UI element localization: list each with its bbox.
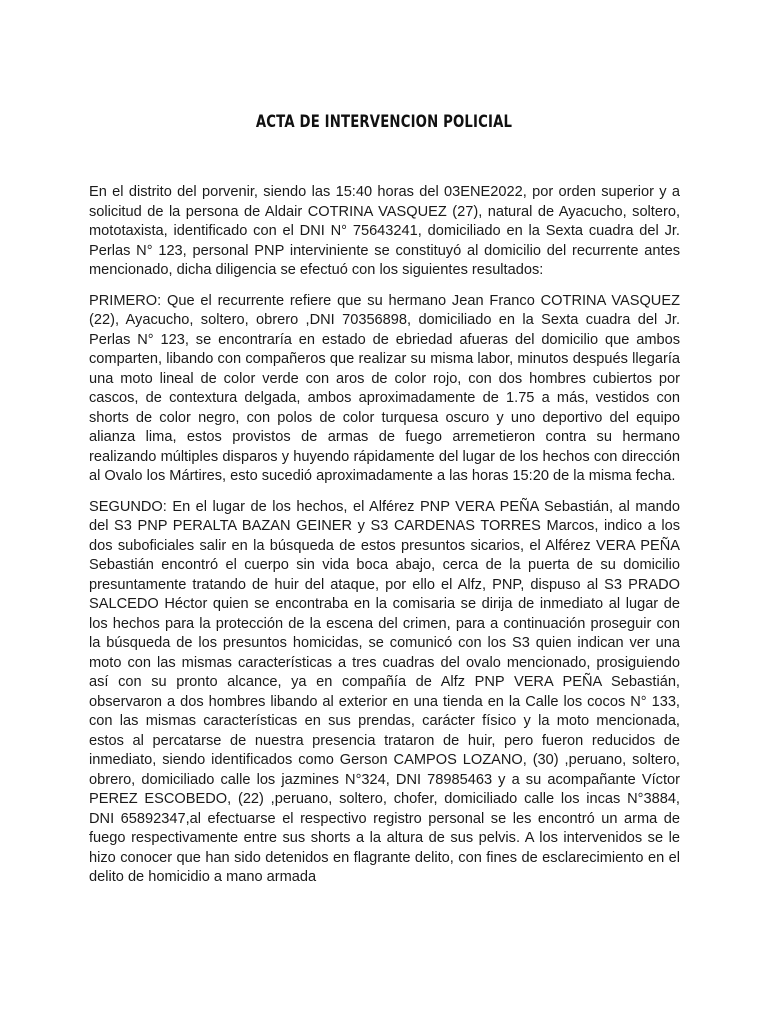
paragraph-intro: En el distrito del porvenir, siendo las 15:40 horas del 03ENE2022, por orden superior y a solicitud de la persona de Aldair COTRINA VASQUEZ (27), natural de Ayacucho, soltero, mototaxista, identificado con el DNI N° 75643241, domiciliado en la Sexta cuadra del Jr. Perlas N° 123, personal PNP interviniente se constituyó al domicilio del recurrente antes mencionado, dicha diligencia se efectuó con los siguientes resultados: (89, 184, 680, 278)
document-body (89, 183, 680, 899)
paragraph-segundo: SEGUNDO: En el lugar de los hechos, el Alférez PNP VERA PEÑA Sebastián, al mando del S3 PNP PERALTA BAZAN GEINER y S3 CARDENAS TORRES Marcos, indico a los dos suboficiales salir en la búsqueda de estos presuntos sicarios, el Alférez VERA PEÑA Sebastián encontró el cuerpo sin vida boca abajo, cerca de la puerta de su domicilio presuntamente tratando de huir del ataque, por ello el Alfz, PNP, dispuso al S3 PRADO SALCEDO Héctor quien se encontraba en la comisaria se dirija de inmediato al lugar de los hechos para la protección de la escena del crimen, para a continuación proseguir con la búsqueda de los presuntos homicidas, se comunicó con los S3 quien indican ver una moto con las mismas características a tres cuadras del ovalo mencionado, prosiguiendo así con su pronto alcance, ya en compañía de Alfz PNP VERA PEÑA Sebastián, observaron a dos hombres libando al exterior en una tienda en la Calle los cocos N° 133, con las mismas características en sus prendas, carácter físico y la moto mencionada, estos al percatarse de nuestra presencia trataron de huir, pero fueron reducidos de inmediato, siendo identificados como Gerson CAMPOS LOZANO, (30) ,peruano, soltero, obrero, domiciliado calle los jazmines N°324, DNI 78985463 y a su acompañante Víctor PEREZ ESCOBEDO, (22) ,peruano, soltero, chofer, domiciliado calle los incas N°3884, DNI 65892347,al efectuarse el respectivo registro personal se les encontró un arma de fuego respectivamente entre sus shorts a la altura de sus pelvis. A los intervenidos se le hizo conocer que han sido detenidos en flagrante delito, con fines de esclarecimiento en el delito de homicidio a mano armada (89, 498, 680, 885)
paragraph-primero: PRIMERO: Que el recurrente refiere que su hermano Jean Franco COTRINA VASQUEZ (22), Ayacucho, soltero, obrero ,DNI 70356898, domiciliado en la Sexta cuadra del Jr. Perlas N° 123, se encontraría en estado de ebriedad afueras del domicilio que ambos comparten, libando con compañeros que realizar su misma labor, minutos después llegaría una moto lineal de color verde con aros de color rojo, con dos hombres cubiertos por cascos, de contextura delgada, ambos aproximadamente de 1.75 a más, vestidos con shorts de color negro, con polos de color turquesa oscuro y uno deportivo del equipo alianza lima, estos provistos de armas de fuego arremetieron contra su hermano realizando múltiples disparos y huyendo rápidamente del lugar de los hechos con dirección al Ovalo los Mártires, esto sucedió aproximadamente a las horas 15:20 de la misma fecha. (89, 292, 680, 484)
document-title: ACTA DE INTERVENCION POLICIAL (255, 112, 513, 132)
